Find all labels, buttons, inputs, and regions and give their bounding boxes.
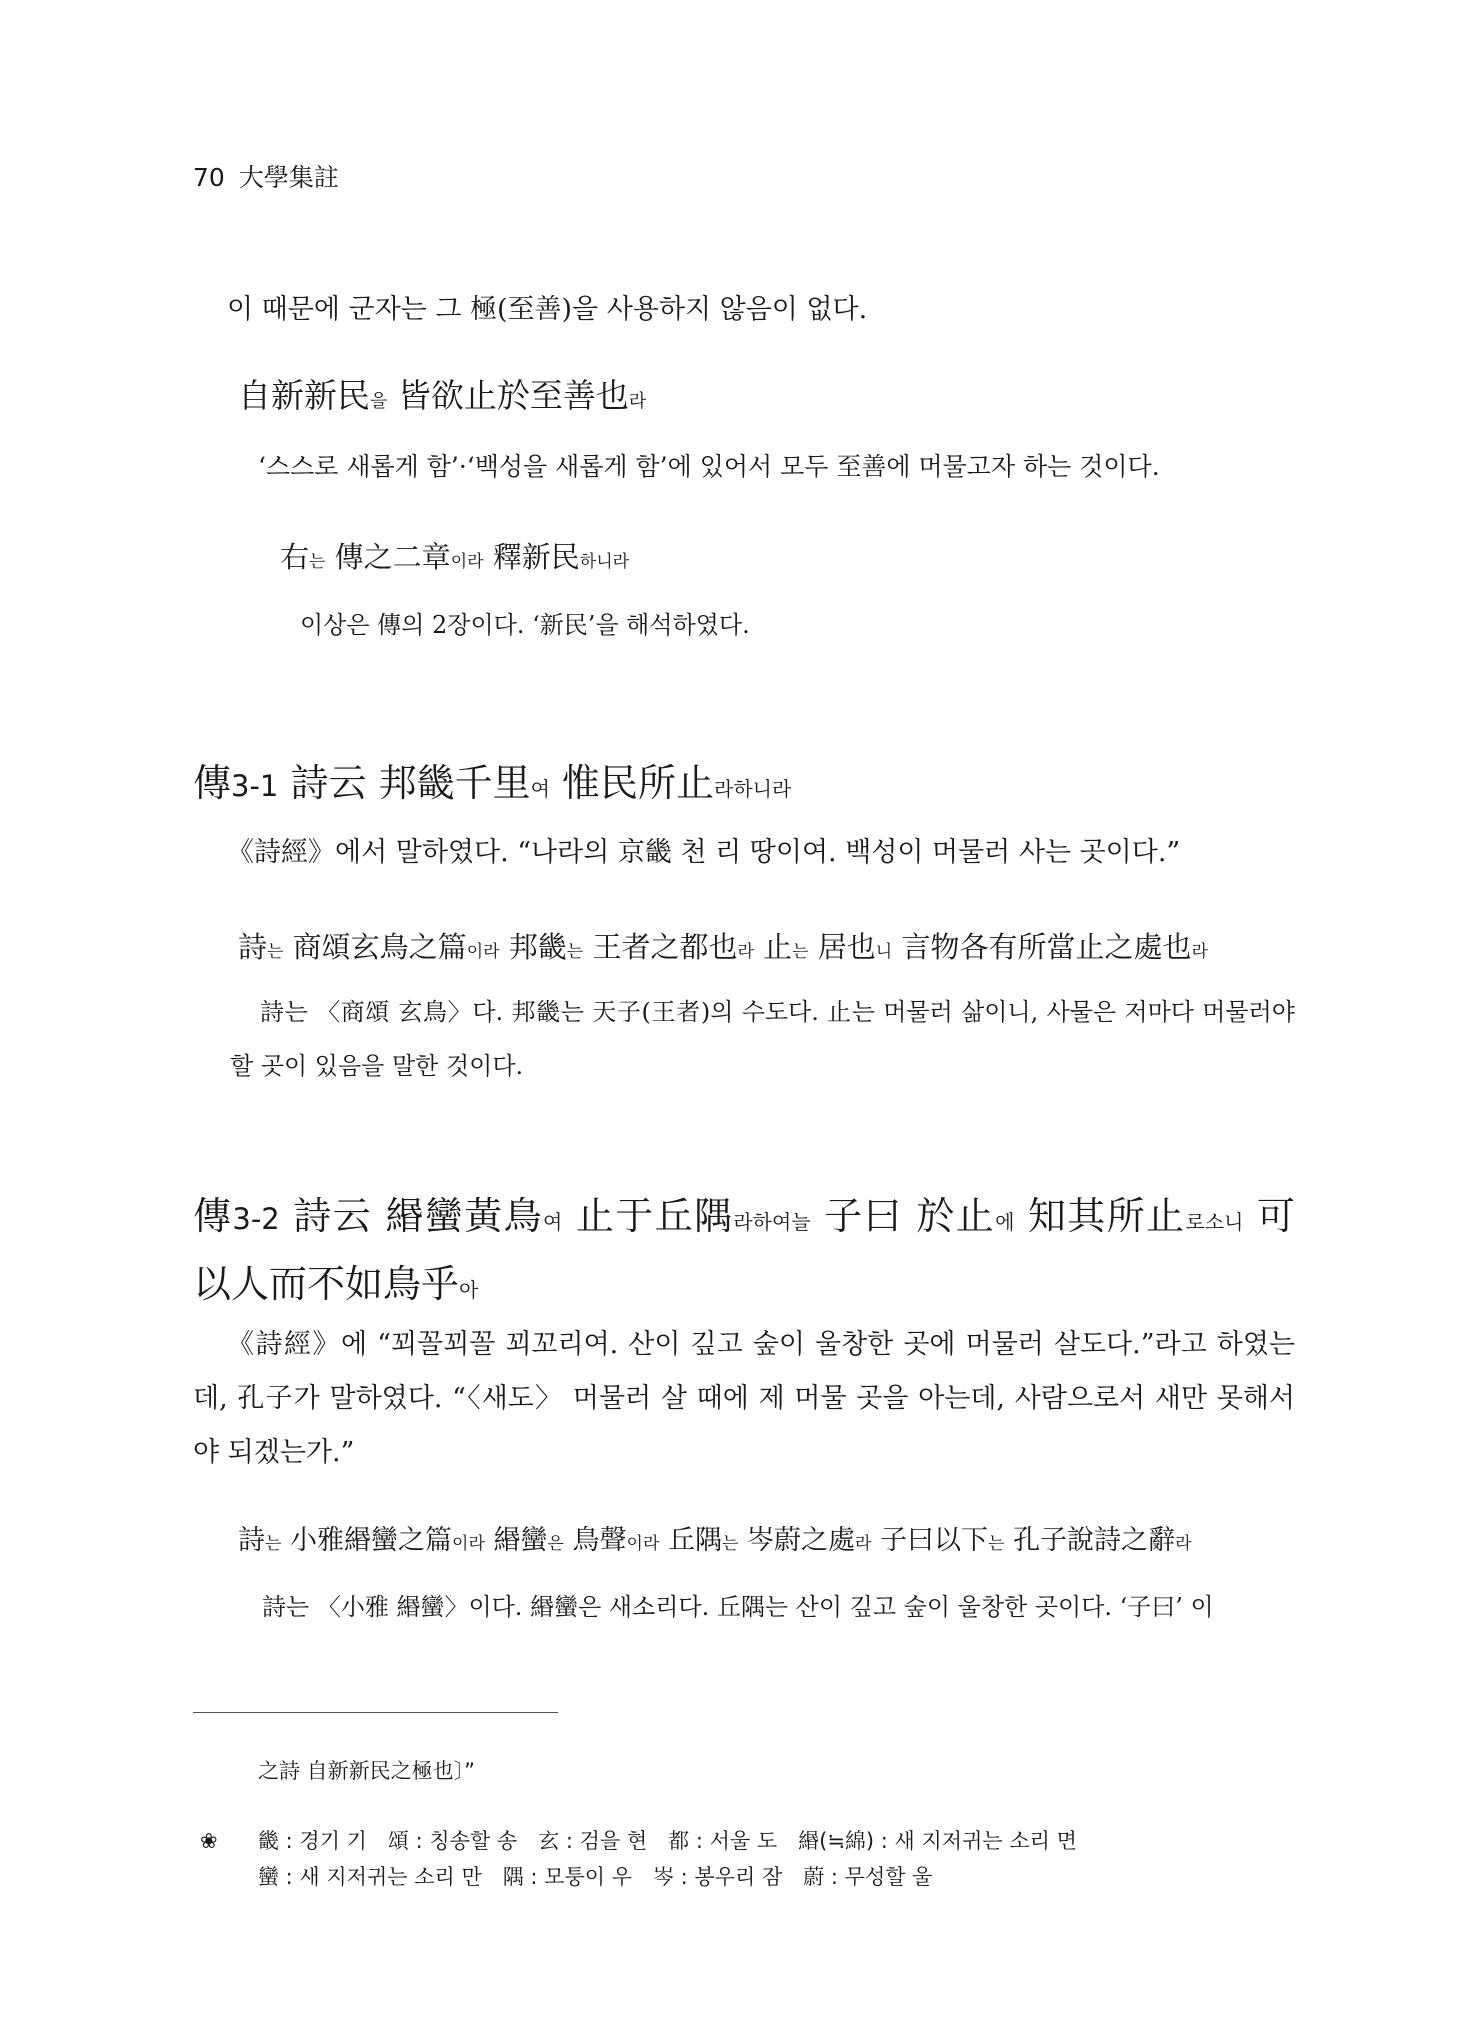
note31-s2: 이라 <box>466 942 500 962</box>
note32-original <box>238 1518 1192 1557</box>
sec31-t1: 詩云 邦畿千里 <box>290 761 531 805</box>
footnote-continuation: 之詩 自新新民之極也〕” <box>258 1759 476 1783</box>
note1-s2: 이라 <box>450 552 484 572</box>
note1-s3: 하니라 <box>579 552 630 572</box>
note32-s3: 은 <box>547 1534 564 1554</box>
note1-original <box>280 535 629 576</box>
sec32-label: 傳 <box>193 1194 233 1238</box>
sec31-translation: 《詩經》에서 말하였다. “나라의 京畿 천 리 땅이여. 백성이 머물러 사는 곳이다.” <box>227 837 1181 868</box>
note32-t8: 孔子說詩之辭 <box>1013 1525 1176 1556</box>
sec31-label: 傳 <box>193 761 232 805</box>
flower-icon: ❀ <box>200 1829 218 1853</box>
sec32-t2: 止于丘隅 <box>575 1194 734 1238</box>
sec31-s1: 여 <box>530 777 550 801</box>
note32-s4: 이라 <box>626 1534 660 1554</box>
note32-t3: 緡蠻 <box>493 1525 548 1556</box>
note31-t6: 居也 <box>817 930 876 964</box>
note31-s7: 라 <box>1191 942 1208 962</box>
p2-suffix1: 을 <box>370 391 388 412</box>
footnote-divider <box>193 1712 558 1713</box>
book-title: 大學集註 <box>238 163 339 192</box>
p2-translation: ‘스스로 새롭게 함’·‘백성을 새롭게 함’에 있어서 모두 至善에 머물고자 하는 것이다. <box>258 452 1160 481</box>
note32-s1: 는 <box>265 1534 282 1554</box>
p2-suffix2: 라 <box>628 391 647 412</box>
note1-t2: 傳之二章 <box>334 540 451 574</box>
note31-t1: 詩 <box>238 930 268 964</box>
note32-t7: 子曰以下 <box>880 1525 989 1556</box>
glossary-line-1: 畿 : 경기 기 頌 : 칭송할 송 玄 : 검을 현 都 : 서울 도 緡(≒綿) : 새 지저귀는 소리 면 <box>258 1829 1077 1853</box>
sec32-t1: 詩云 緡蠻黃鳥 <box>293 1194 544 1238</box>
note32-s2: 이라 <box>452 1534 485 1554</box>
note1-t3: 釋新民 <box>492 540 580 574</box>
note31-t4: 王者之都也 <box>592 930 738 964</box>
p2-original <box>238 370 646 417</box>
p2-text2: 皆欲止於至善也 <box>397 376 629 415</box>
sec32-s5: 아 <box>459 1278 479 1302</box>
sec32-s2: 라하여늘 <box>733 1210 811 1234</box>
note31-s1: 는 <box>267 942 284 962</box>
note31-t5: 止 <box>763 930 793 964</box>
note32-s8: 라 <box>1175 1534 1192 1554</box>
note1-translation: 이상은 傳의 2장이다. ‘新民’을 해석하였다. <box>300 611 750 639</box>
note31-translation: 詩는 〈商頌 玄鳥〉다. 邦畿는 天子(王者)의 수도다. 止는 머물러 삶이니, 사물은 저마다 머물러야 할 곳이 있음을 말한 것이다. <box>230 998 1295 1080</box>
section-3-1-heading <box>193 752 791 807</box>
note1-s1: 는 <box>309 552 326 572</box>
p1-translation: 이 때문에 군자는 그 極(至善)을 사용하지 않음이 없다. <box>227 294 868 325</box>
sec32-t3: 子曰 於止 <box>824 1194 996 1238</box>
sec32-number: 3-2 <box>232 1202 280 1236</box>
note32-translation: 詩는 〈小雅 緡蠻〉이다. 緡蠻은 새소리다. 丘隅는 산이 깊고 숲이 울창한 곳이다. ‘子曰’ 이 <box>262 1593 1214 1621</box>
sec31-number: 3-1 <box>231 769 279 803</box>
note32-t2: 小雅緡蠻之篇 <box>290 1525 453 1556</box>
note31-original <box>238 925 1208 966</box>
sec32-translation: 《詩經》에 “꾀꼴꾀꼴 꾀꼬리여. 산이 깊고 숲이 울창한 곳에 머물러 살도다.”라고 하였는데, 孔子가 말하였다. “〈새도〉 머물러 살 때에 제 머물 곳을 아는데, 사람으로서 새만 못해서야 되겠는가.” <box>193 1329 1295 1468</box>
note31-t2: 商頌玄鳥之篇 <box>292 930 467 964</box>
sec32-s4: 로소니 <box>1185 1210 1244 1234</box>
sec32-t5: 可以人而不如鳥乎 <box>193 1194 1295 1306</box>
note32-t5: 丘隅 <box>667 1525 722 1556</box>
sec31-s2: 라하니라 <box>714 777 792 801</box>
p2-text1: 自新新民 <box>238 376 370 415</box>
sec32-s3: 에 <box>995 1210 1015 1234</box>
note31-s3: 는 <box>566 942 584 962</box>
note32-t6: 岑蔚之處 <box>747 1525 855 1556</box>
note32-s6: 라 <box>855 1534 872 1554</box>
note1-t1: 右 <box>280 540 310 574</box>
sec32-t4: 知其所止 <box>1027 1194 1186 1238</box>
note31-s4: 라 <box>737 942 754 962</box>
note31-t3: 邦畿 <box>508 930 567 964</box>
note32-s5: 는 <box>721 1534 739 1554</box>
note31-s5: 는 <box>792 942 809 962</box>
note31-t7: 言物各有所當止之處也 <box>901 930 1192 964</box>
running-header <box>193 158 339 194</box>
glossary-line-2: 蠻 : 새 지저귀는 소리 만 隅 : 모퉁이 우 岑 : 봉우리 잠 蔚 : 무성할 울 <box>258 1865 933 1889</box>
note31-s6: 니 <box>875 942 893 962</box>
note32-s7: 는 <box>988 1534 1005 1554</box>
note32-t1: 詩 <box>238 1525 265 1556</box>
note32-t4: 鳥聲 <box>572 1525 627 1556</box>
sec31-t2: 惟民所止 <box>562 761 715 805</box>
section-3-2-heading <box>193 1185 1295 1321</box>
sec32-s1: 여 <box>543 1210 563 1234</box>
page-number: 70 <box>193 163 225 192</box>
